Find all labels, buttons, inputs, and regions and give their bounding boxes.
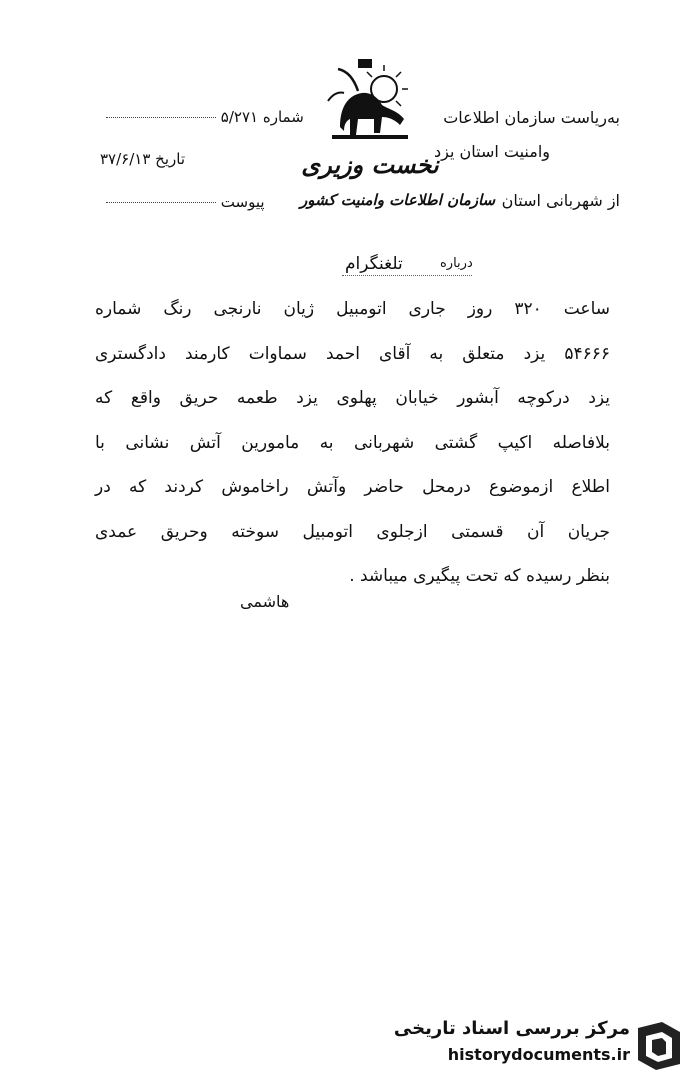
recipient-line-1: به‌ریاست سازمان اطلاعات [443,108,620,127]
letter-body [95,287,610,599]
watermark-url[interactable]: historydocuments.ir [447,1045,630,1064]
body-line: ۵۴۶۶۶ یزد متعلق به آقای احمد سماوات کارمند دادگستری [95,343,610,364]
dotted-line [106,117,216,118]
body-line: اطلاع ازموضوع درمحل حاضر وآتش راخاموش کردند که در [95,477,610,497]
letter-date-label: تاریخ [155,150,186,168]
letter-number [100,108,304,126]
government-title: نخست وزیری [301,150,439,179]
subject-label: درباره [440,256,473,271]
body-line: جریان آن قسمتی ازجلوی اتومبیل سوخته وحریق عمدی [95,521,610,542]
body-line: یزد درکوچه آبشور خیابان پهلوی یزد طعمه حریق واقع که [95,388,610,408]
letter-date-value: ۳۷/۶/۱۳ [100,150,151,168]
archive-logo-icon [632,1018,686,1074]
letter-number-value: ۵/۲۷۱ [220,108,259,126]
letter-date [100,150,185,168]
body-line: بنظر رسیده که تحت پیگیری میباشد . [349,566,610,586]
recipient-line-2: وامنیت استان یزد [434,142,550,161]
letter-number-label: شماره [262,108,304,126]
dotted-line [106,202,216,203]
attachment-label: پیوست [220,193,265,211]
body-line: ساعت ۳۲۰ روز جاری اتومبیل ژیان نارنجی رنگ شماره [95,299,610,319]
subject-value: تلغنگرام [345,254,403,274]
subject-dotted-line [342,275,472,276]
sender-line: از شهربانی استان [501,191,620,210]
letter-attachment [100,193,265,211]
signature: هاشمی [240,592,290,611]
lion-and-sun-emblem [318,55,418,145]
sender-organization: سازمان اطلاعات وامنیت کشور [300,191,496,209]
watermark-title: مرکز بررسی اسناد تاریخی [393,1018,630,1039]
body-line: بلافاصله اکیپ گشتی شهربانی به مامورین آتش نشانی با [95,432,610,453]
